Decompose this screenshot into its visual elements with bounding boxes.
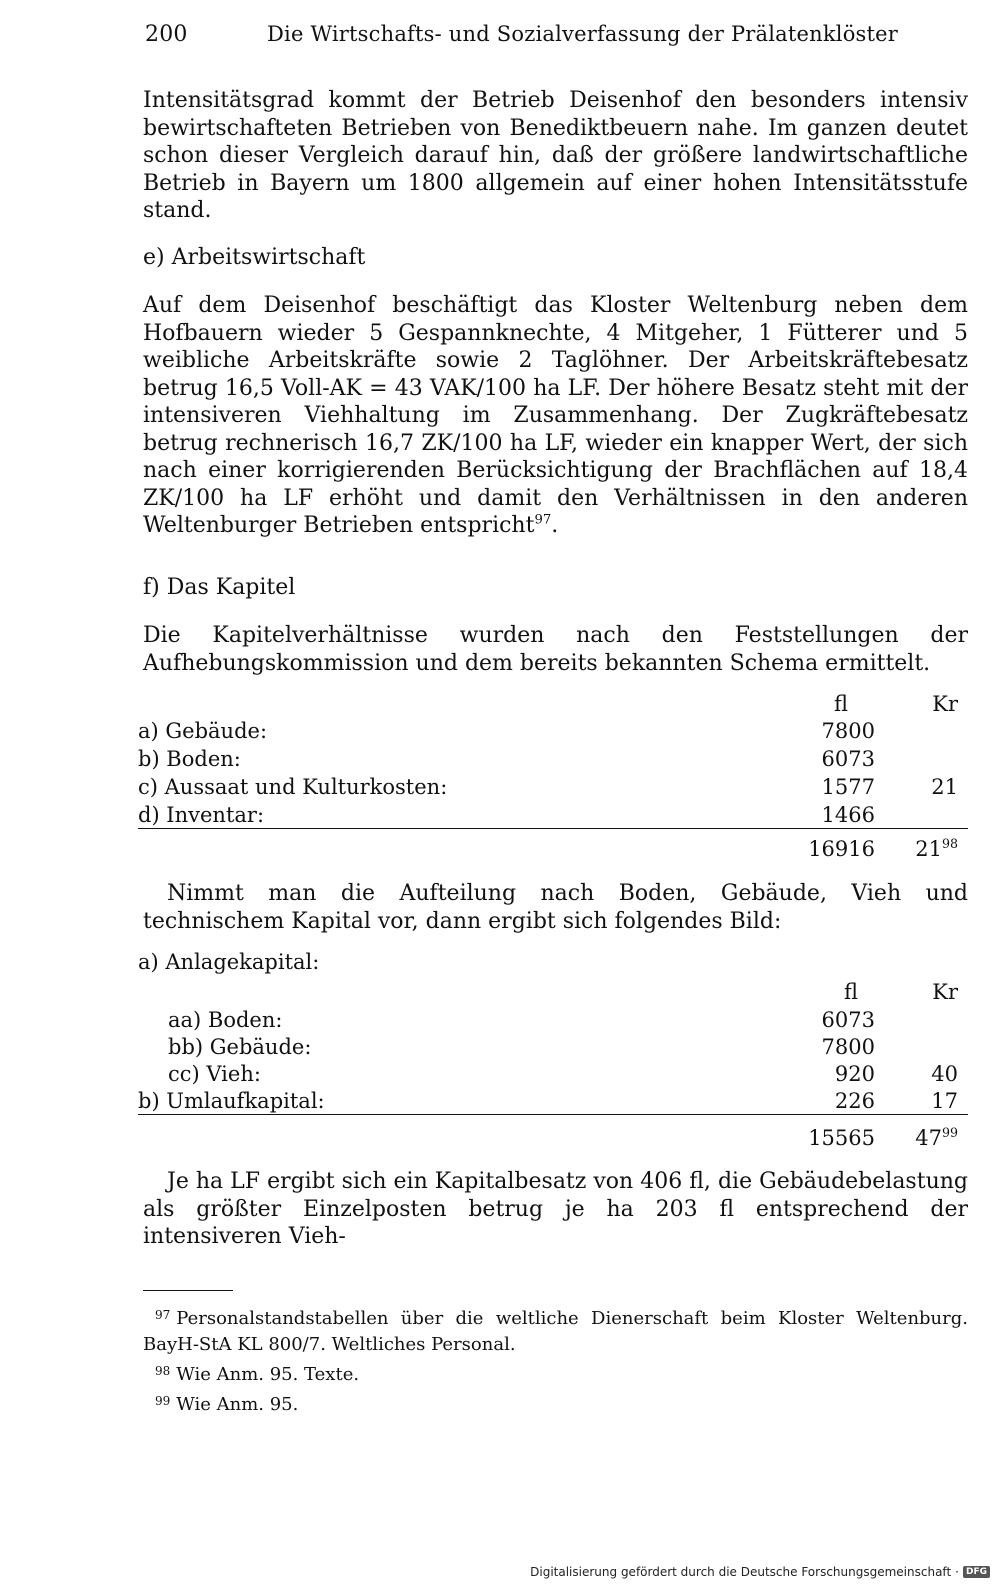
row-kr: 21 [931, 775, 958, 799]
paragraph-kapitalbesatz: Je ha LF ergibt sich ein Kapitalbesatz von 406 fl, die Gebäudebelastung als größter Einzelposten betrug je ha 203 fl entsprechend der intensiveren Vieh- [143, 1169, 968, 1249]
row-fl: 1577 [821, 775, 875, 799]
paragraph-arbeitswirtschaft [143, 292, 968, 540]
footnote-mark: 99 [155, 1394, 171, 1408]
table1-col-kr: Kr [932, 692, 958, 716]
table2-group-row [138, 950, 968, 977]
table-row [138, 1089, 968, 1116]
paragraph-aufteilung: Nimmt man die Aufteilung nach Boden, Gebäude, Vieh und technischem Kapital vor, dann ergibt sich folgendes Bild: [143, 881, 968, 934]
total-kr [915, 837, 958, 861]
footnote-mark: 97 [155, 1308, 171, 1322]
dfg-logo-icon: DFG [963, 1566, 990, 1578]
section-heading-arbeitswirtschaft: e) Arbeitswirtschaft [143, 245, 366, 270]
digitization-credit [530, 1565, 990, 1579]
credit-separator: · [955, 1565, 959, 1579]
row-fl: 6073 [821, 1008, 875, 1032]
table-row [138, 1008, 968, 1035]
table-row [138, 803, 968, 830]
row-label: aa) Boden: [168, 1008, 283, 1032]
footnote-text: Wie Anm. 95. Texte. [176, 1364, 360, 1385]
paragraph-arbeitswirtschaft-end: . [551, 513, 559, 538]
table1-col-fl: fl [833, 692, 848, 716]
footnote-text: Personalstandstabellen über die weltliche Dienerschaft beim Kloster Weltenburg. BayH-StA KL 800/7. Weltliches Personal. [143, 1308, 968, 1355]
total-kr-value: 21 [915, 837, 942, 861]
table1-sum-rule [138, 828, 968, 829]
table2-total-row [138, 1126, 968, 1153]
table1-header-row [138, 692, 968, 719]
footnote-ref-99: 99 [941, 1125, 958, 1140]
total-fl: 16916 [808, 837, 875, 861]
footnote-text: Wie Anm. 95. [176, 1394, 299, 1415]
paragraph-kapitel: Die Kapitelverhältnisse wurden nach den Feststellungen der Aufhebungskommission und dem bereits bekannten Schema ermittelt. [143, 623, 968, 676]
total-kr-value: 47 [915, 1126, 942, 1150]
table2-col-fl: fl [843, 980, 858, 1004]
table2-sum-rule [138, 1114, 968, 1115]
credit-text: Digitalisierung gefördert durch die Deutsche Forschungsgemeinschaft [530, 1565, 952, 1579]
row-fl: 7800 [821, 719, 875, 743]
total-kr [915, 1126, 958, 1150]
table-row [138, 775, 968, 802]
table-row [138, 1035, 968, 1062]
row-fl: 7800 [821, 1035, 875, 1059]
row-label: c) Aussaat und Kulturkosten: [138, 775, 448, 799]
row-kr: 40 [931, 1062, 958, 1086]
footnote-ref-97: 97 [534, 512, 552, 528]
table2-header-row [138, 980, 968, 1007]
row-fl: 1466 [821, 803, 875, 827]
total-fl: 15565 [808, 1126, 875, 1150]
footnote-97 [143, 1302, 968, 1358]
footnotes [143, 1302, 968, 1418]
row-label: bb) Gebäude: [168, 1035, 312, 1059]
row-fl: 6073 [821, 747, 875, 771]
row-kr: 17 [931, 1089, 958, 1113]
page-number: 200 [145, 22, 188, 47]
row-label: a) Gebäude: [138, 719, 268, 743]
umlaufkapital-label: b) Umlaufkapital: [138, 1089, 325, 1113]
paragraph-intensity: Intensitätsgrad kommt der Betrieb Deisenhof den besonders intensiv bewirtschafteten Betrieben von Benediktbeuern nahe. Im ganzen deutet schon dieser Vergleich darauf hin, daß der größere landwirtschaftliche Betrieb in Bayern um 1800 allgemein auf einer hohen Intensitätsstufe stand. [143, 88, 968, 223]
paragraph-arbeitswirtschaft-text: Auf dem Deisenhof beschäftigt das Kloster Weltenburg neben dem Hofbauern wieder 5 Gespannknechte, 4 Mitgeher, 1 Fütterer und 5 weibliche Arbeitskräfte sowie 2 Taglöhner. Der Arbeitskräftebesatz betrug 16,5 Voll-AK = 43 VAK/100 ha LF. Der höhere Besatz steht mit der intensiveren Viehhaltung im Zusammenhang. Der Zugkräftebesatz betrug rechnerisch 16,7 ZK/100 ha LF, wieder ein knapper Wert, der sich nach einer korrigierenden Berücksichtigung der Brachflächen auf 18,4 ZK/100 ha LF erhöht und damit den Verhältnissen in den anderen Weltenburger Betrieben entspricht [143, 293, 968, 538]
row-label: b) Boden: [138, 747, 241, 771]
table-row [138, 719, 968, 746]
footnote-ref-98: 98 [941, 836, 958, 851]
footnote-mark: 98 [155, 1364, 171, 1378]
footnote-99 [143, 1388, 968, 1418]
table1-total-row [138, 837, 968, 864]
row-label: d) Inventar: [138, 803, 265, 827]
anlagekapital-label: a) Anlagekapital: [138, 950, 320, 974]
footnote-98 [143, 1358, 968, 1388]
row-fl: 226 [834, 1089, 875, 1113]
section-heading-kapitel: f) Das Kapitel [143, 575, 296, 600]
table-row [138, 747, 968, 774]
footnote-separator [143, 1290, 233, 1291]
row-fl: 920 [834, 1062, 875, 1086]
row-label: cc) Vieh: [168, 1062, 261, 1086]
running-header [145, 22, 965, 58]
running-title: Die Wirtschafts- und Sozialverfassung der Prälatenklöster [267, 22, 899, 46]
table-row [138, 1062, 968, 1089]
table2-col-kr: Kr [932, 980, 958, 1004]
